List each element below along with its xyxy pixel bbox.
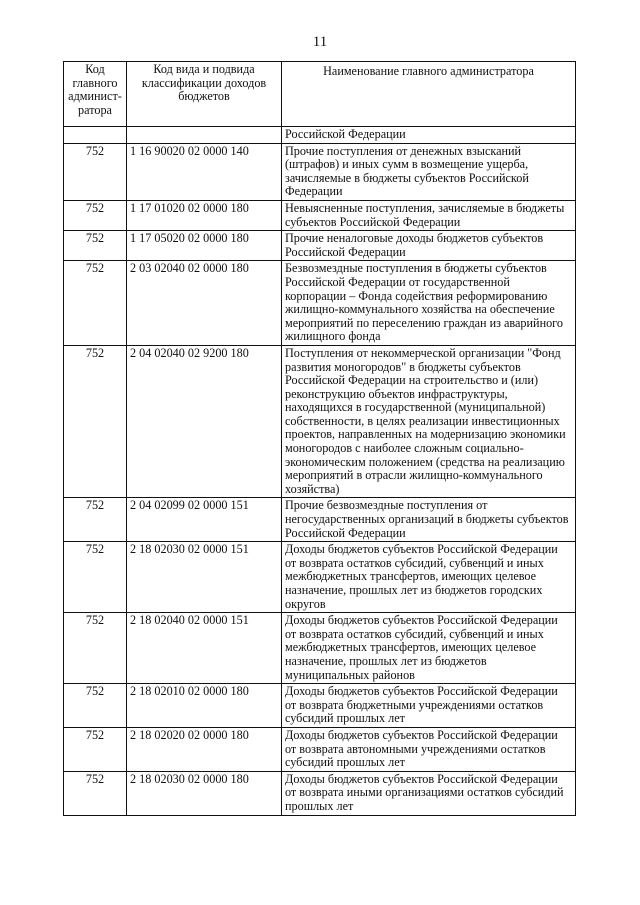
- kbk-code-cell: 1 17 05020 02 0000 180: [127, 231, 282, 261]
- header-admin-name: Наименование главного администратора: [282, 62, 576, 127]
- admin-code-cell: 752: [64, 143, 127, 200]
- admin-name-cell: Доходы бюджетов субъектов Российской Федерации от возврата остатков субсидий, субвенций и иных межбюджетных трансфертов, имеющих целевое назначение, прошлых лет из бюджетов муниципальных районов: [282, 613, 576, 684]
- table-row: [64, 498, 576, 542]
- admin-code-cell: 752: [64, 345, 127, 498]
- admin-code-cell: 752: [64, 498, 127, 542]
- kbk-code-cell: 2 18 02010 02 0000 180: [127, 684, 282, 728]
- admin-name-cell: Прочие неналоговые доходы бюджетов субъектов Российской Федерации: [282, 231, 576, 261]
- admin-code-cell: 752: [64, 727, 127, 771]
- table-row: [64, 771, 576, 815]
- admin-name-cell: Доходы бюджетов субъектов Российской Федерации от возврата иными организациями остатков субсидий прошлых лет: [282, 771, 576, 815]
- continuation-empty-cell: [127, 127, 282, 144]
- admin-name-cell: Прочие поступления от денежных взысканий (штрафов) и иных сумм в возмещение ущерба, зачисляемые в бюджеты субъектов Российской Федерации: [282, 143, 576, 200]
- revenue-admin-table: [63, 61, 576, 816]
- admin-code-cell: 752: [64, 261, 127, 346]
- admin-name-cell: Невыясненные поступления, зачисляемые в бюджеты субъектов Российской Федерации: [282, 200, 576, 230]
- table-header-row: [64, 62, 576, 127]
- table-row: [64, 684, 576, 728]
- continuation-text: Российской Федерации: [282, 127, 576, 144]
- admin-name-cell: Прочие безвозмездные поступления от негосударственных организаций в бюджеты субъектов Российской Федерации: [282, 498, 576, 542]
- table-row: [64, 542, 576, 613]
- kbk-code-cell: 2 18 02040 02 0000 151: [127, 613, 282, 684]
- table-row: [64, 231, 576, 261]
- continuation-row: [64, 127, 576, 144]
- admin-code-cell: 752: [64, 684, 127, 728]
- table-row: [64, 200, 576, 230]
- page-number: 11: [312, 34, 328, 50]
- kbk-code-cell: 2 04 02040 02 9200 180: [127, 345, 282, 498]
- kbk-code-cell: 2 18 02030 02 0000 151: [127, 542, 282, 613]
- kbk-code-cell: 2 04 02099 02 0000 151: [127, 498, 282, 542]
- header-kbk-code: Код вида и подвида классификации доходов бюджетов: [127, 62, 282, 127]
- kbk-code-cell: 1 17 01020 02 0000 180: [127, 200, 282, 230]
- table-row: [64, 613, 576, 684]
- table-row: [64, 727, 576, 771]
- header-admin-code: Код главного админист-ратора: [64, 62, 127, 127]
- kbk-code-cell: 1 16 90020 02 0000 140: [127, 143, 282, 200]
- kbk-code-cell: 2 18 02020 02 0000 180: [127, 727, 282, 771]
- admin-name-cell: Поступления от некоммерческой организации "Фонд развития моногородов" в бюджеты субъектов Российской Федерации на строительство и (или) реконструкцию объектов инфраструктуры, находящихся в государственной (муниципальной) собственности, в целях реализации инвестиционных проектов, направленных на модернизацию экономики моногородов с наиболее сложным социально-экономическим положением (средства на реализацию мероприятий в отрасли жилищно-коммунального хозяйства): [282, 345, 576, 498]
- continuation-empty-cell: [64, 127, 127, 144]
- admin-name-cell: Безвозмездные поступления в бюджеты субъектов Российской Федерации от государственной корпорации – Фонда содействия реформированию жилищно-коммунального хозяйства на обеспечение мероприятий по переселению граждан из аварийного жилищного фонда: [282, 261, 576, 346]
- admin-code-cell: 752: [64, 200, 127, 230]
- admin-name-cell: Доходы бюджетов субъектов Российской Федерации от возврата бюджетными учреждениями остатков субсидий прошлых лет: [282, 684, 576, 728]
- table-row: [64, 345, 576, 498]
- admin-code-cell: 752: [64, 613, 127, 684]
- kbk-code-cell: 2 03 02040 02 0000 180: [127, 261, 282, 346]
- table-row: [64, 261, 576, 346]
- admin-code-cell: 752: [64, 231, 127, 261]
- kbk-code-cell: 2 18 02030 02 0000 180: [127, 771, 282, 815]
- table-row: [64, 143, 576, 200]
- admin-name-cell: Доходы бюджетов субъектов Российской Федерации от возврата остатков субсидий, субвенций и иных межбюджетных трансфертов, имеющих целевое назначение, прошлых лет из бюджетов городских округов: [282, 542, 576, 613]
- admin-name-cell: Доходы бюджетов субъектов Российской Федерации от возврата автономными учреждениями остатков субсидий прошлых лет: [282, 727, 576, 771]
- admin-code-cell: 752: [64, 771, 127, 815]
- admin-code-cell: 752: [64, 542, 127, 613]
- table-body: [64, 127, 576, 816]
